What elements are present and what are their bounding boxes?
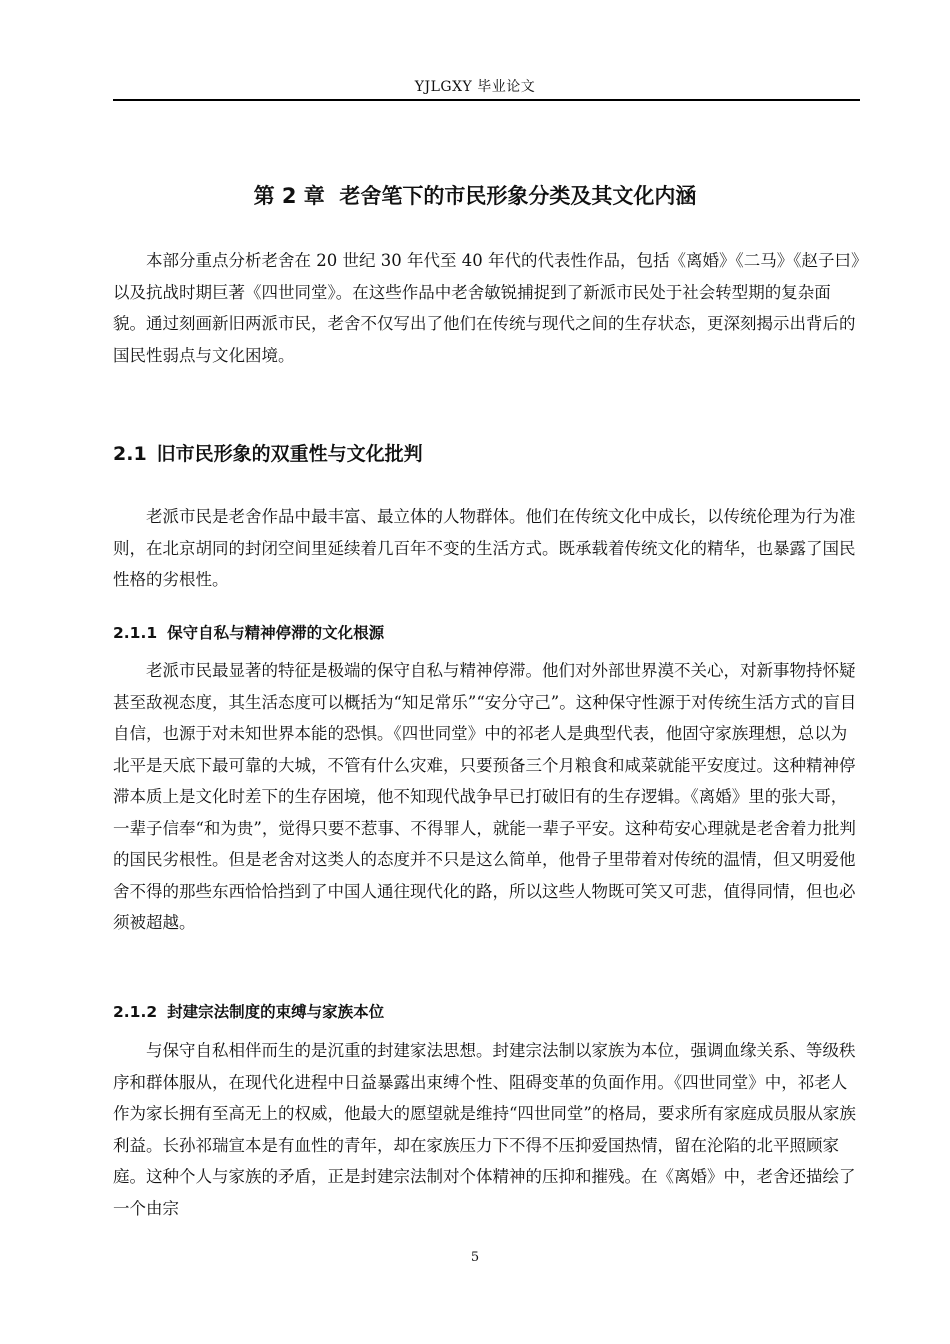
section-title: 旧市民形象的双重性与文化批判 xyxy=(156,443,423,465)
header-divider xyxy=(113,99,860,101)
section-number: 2.1 xyxy=(113,443,147,465)
section-2-1-1-paragraph: 老派市民最显著的特征是极端的保守自私与精神停滞。他们对外部世界漠不关心，对新事物持怀疑甚至敌视态度，其生活态度可以概括为“知足常乐”“安分守己”。这种保守性源于对传统生活方式的盲目自信，也源于对未知世界本能的恐惧。《四世同堂》中的祁老人是典型代表，他固守家族理想，总以为北平是天底下最可靠的大城，不管有什么灾难，只要预备三个月粮食和咸菜就能平安度过。这种精神停滞本质上是文化时差下的生存困境，他不知现代战争早已打破旧有的生存逻辑。《离婚》里的张大哥，一辈子信奉“和为贵”，觉得只要不惹事、不得罪人，就能一辈子平安。这种苟安心理就是老舍着力批判的国民劣根性。但是老舍对这类人的态度并不只是这么简单，他骨子里带着对传统的温情，但又明爱他舍不得的那些东西恰恰挡到了中国人通往现代化的路，所以这些人物既可笑又可悲，值得同情，但也必须被超越。 xyxy=(113,661,857,932)
section-2-1-paragraph: 老派市民是老舍作品中最丰富、最立体的人物群体。他们在传统文化中成长，以传统伦理为行为准则，在北京胡同的封闭空间里延续着几百年不变的生活方式。既承载着传统文化的精华，也暴露了国民性格的劣根性。 xyxy=(113,507,856,589)
running-header: YJLGXY 毕业论文 xyxy=(414,79,536,95)
section-2-1-2-paragraph: 与保守自私相伴而生的是沉重的封建家法思想。封建宗法制以家族为本位，强调血缘关系、等级秩序和群体服从，在现代化进程中日益暴露出束缚个性、阻碍变革的负面作用。《四世同堂》中，祁老人作为家长拥有至高无上的权威，他最大的愿望就是维持“四世同堂”的格局，要求所有家庭成员服从家族利益。长孙祁瑞宣本是有血性的青年，却在家族压力下不得不压抑爱国热情，留在沦陷的北平照顾家庭。这种个人与家族的矛盾，正是封建宗法制对个体精神的压抑和摧残。在《离婚》中，老舍还描绘了一个由宗 xyxy=(113,1041,856,1218)
subsection-number: 2.1.1 xyxy=(113,624,158,642)
subsection-title: 保守自私与精神停滞的文化根源 xyxy=(167,624,385,642)
section-heading-2-1 xyxy=(113,439,423,466)
subsection-number: 2.1.2 xyxy=(113,1003,158,1021)
subsection-heading-2-1-1 xyxy=(113,621,384,643)
page-number: 5 xyxy=(470,1250,480,1265)
chapter-number: 第 2 章 xyxy=(253,184,325,208)
subsection-heading-2-1-2 xyxy=(113,1000,384,1022)
chapter-title xyxy=(0,180,950,210)
subsection-title: 封建宗法制度的束缚与家族本位 xyxy=(167,1003,385,1021)
intro-paragraph: 本部分重点分析老舍在 20 世纪 30 年代至 40 年代的代表性作品，包括《离婚》《二马》《赵子曰》以及抗战时期巨著《四世同堂》。在这些作品中老舍敏锐捕捉到了新派市民处于社会转型期的复杂面貌。通过刻画新旧两派市民，老舍不仅写出了他们在传统与现代之间的生存状态，更深刻揭示出背后的国民性弱点与文化困境。 xyxy=(113,251,860,365)
chapter-title-text: 老舍笔下的市民形象分类及其文化内涵 xyxy=(339,184,697,208)
